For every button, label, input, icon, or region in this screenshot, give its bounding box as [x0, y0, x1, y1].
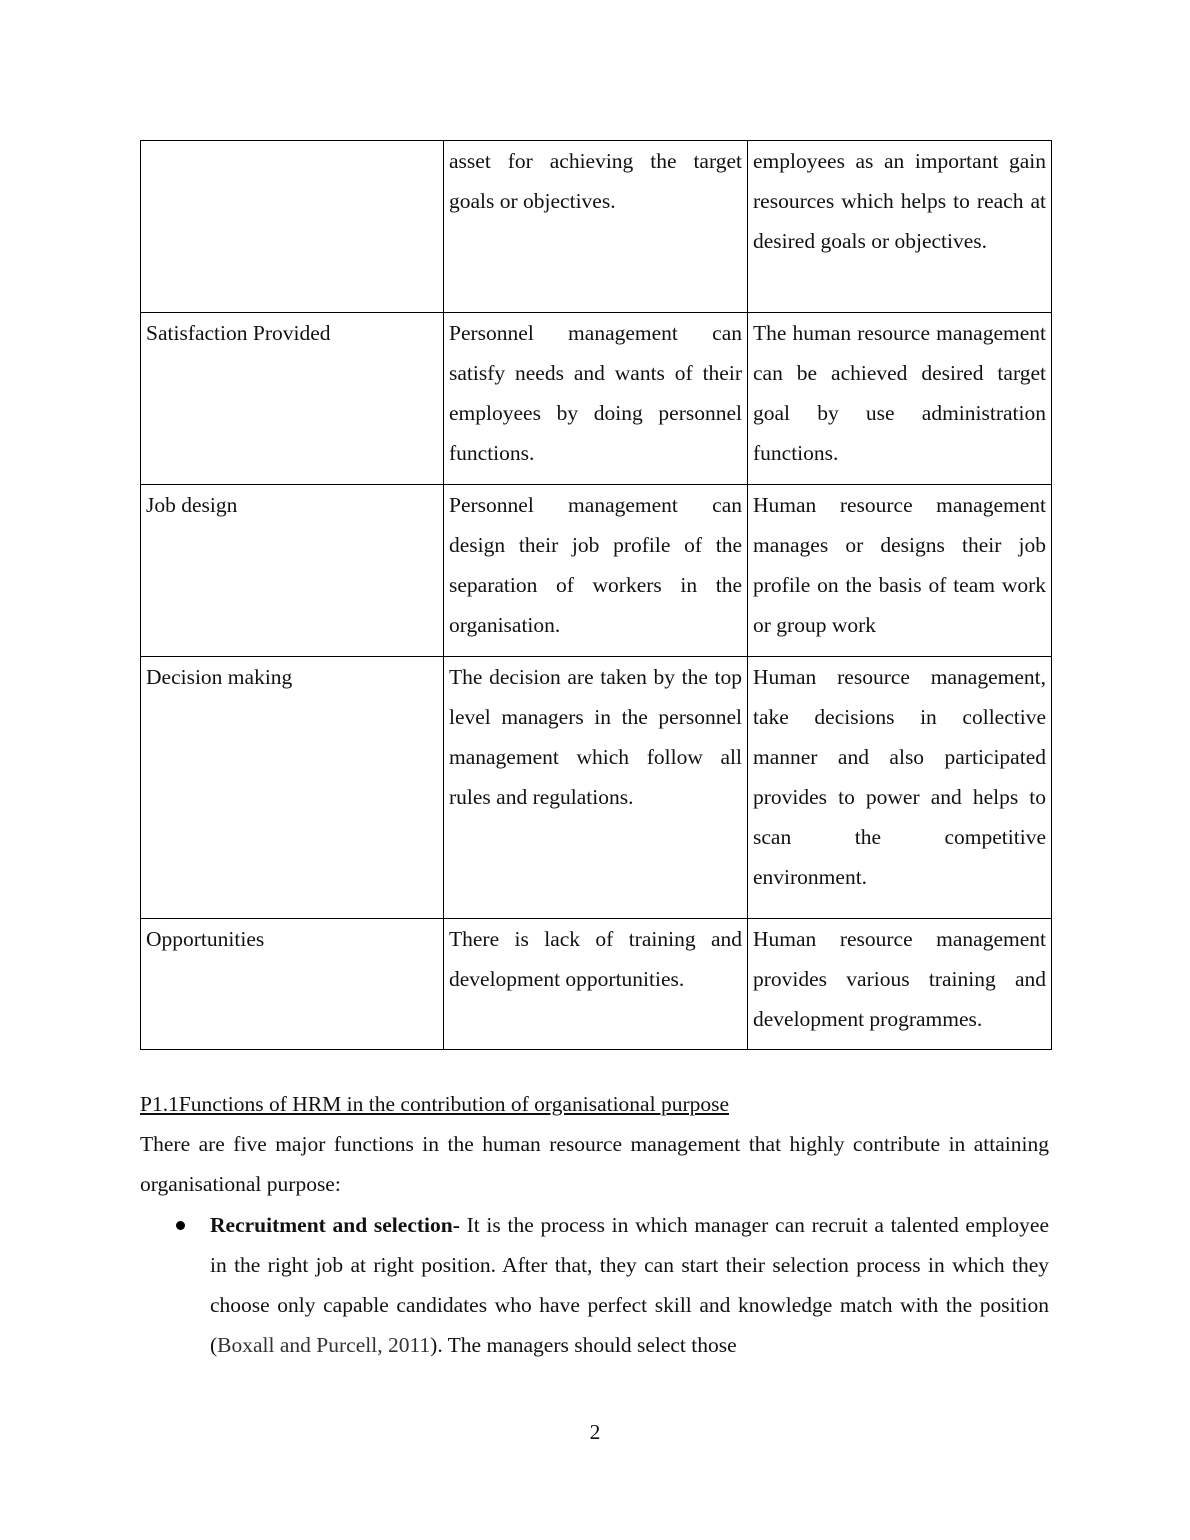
table-row — [141, 919, 1052, 1050]
personnel-management-cell: There is lack of training and development opportunities. — [444, 919, 748, 1050]
aspect-cell: Satisfaction Provided — [141, 313, 444, 485]
bullet-title: Recruitment and selection- — [210, 1213, 460, 1237]
table-row — [141, 141, 1052, 313]
bullet-icon — [176, 1221, 185, 1230]
hrm-cell: employees as an important gain resources which helps to reach at desired goals or objectives. — [748, 141, 1052, 313]
section-heading: P1.1Functions of HRM in the contribution of organisational purpose — [140, 1092, 730, 1116]
citation: Boxall and Purcell, 2011 — [217, 1333, 431, 1357]
aspect-cell — [141, 141, 444, 313]
table-row — [141, 485, 1052, 657]
personnel-management-cell: asset for achieving the target goals or objectives. — [444, 141, 748, 313]
aspect-cell: Job design — [141, 485, 444, 657]
personnel-management-cell: The decision are taken by the top level managers in the personnel management which follow all rules and regulations. — [444, 657, 748, 919]
personnel-management-cell: Personnel management can satisfy needs and wants of their employees by doing personnel functions. — [444, 313, 748, 485]
table-row — [141, 313, 1052, 485]
aspect-cell: Opportunities — [141, 919, 444, 1050]
table-row — [141, 657, 1052, 919]
aspect-cell: Decision making — [141, 657, 444, 919]
hrm-cell: Human resource management manages or designs their job profile on the basis of team work or group work — [748, 485, 1052, 657]
functions-list — [140, 1205, 1049, 1365]
hrm-cell: The human resource management can be achieved desired target goal by use administration functions. — [748, 313, 1052, 485]
list-item — [140, 1205, 1049, 1365]
hrm-cell: Human resource management, take decisions in collective manner and also participated provides to power and helps to scan the competitive environment. — [748, 657, 1052, 919]
bullet-text-end: ). The managers should select those — [430, 1333, 737, 1357]
personnel-management-cell: Personnel management can design their job profile of the separation of workers in the organisation. — [444, 485, 748, 657]
intro-paragraph: There are five major functions in the human resource management that highly contribute in attaining organisational purpose: — [140, 1132, 1049, 1196]
page-number: 2 — [589, 1420, 601, 1444]
bullet-text: It is the process in which manager can recruit a talented employee in the right job at right position. After that, they can start their selection process in which they choose only capable candidates who have perfect skill and knowledge match with the position ( — [210, 1213, 1049, 1357]
hrm-cell: Human resource management provides various training and development programmes. — [748, 919, 1052, 1050]
comparison-table — [140, 140, 1052, 1050]
